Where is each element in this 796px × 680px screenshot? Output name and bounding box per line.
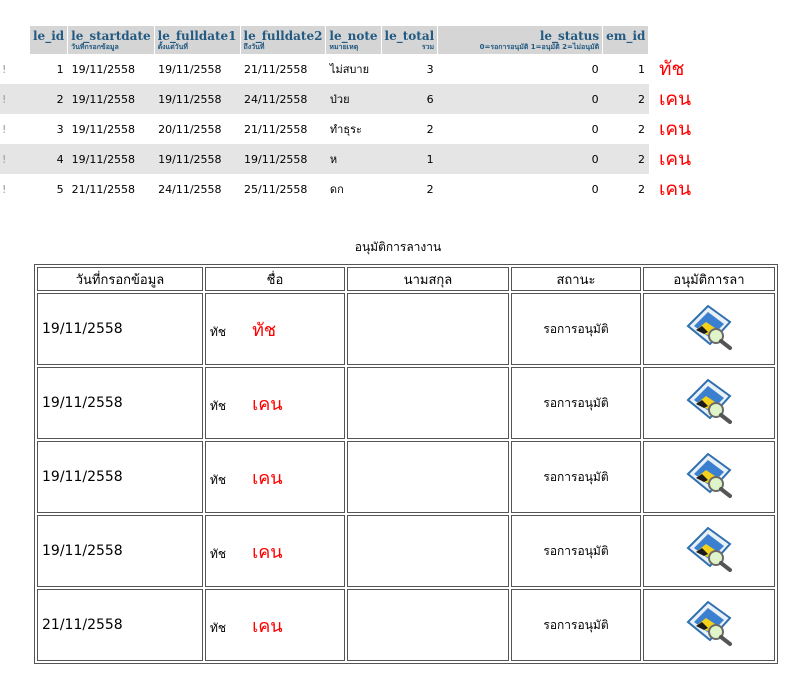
cell-em-id: 2: [603, 84, 649, 114]
cell-total: 6: [381, 84, 438, 114]
cell-fulldate2: 24/11/2558: [240, 84, 326, 114]
cell-startdate: 19/11/2558: [68, 84, 154, 114]
first-name: ทัช: [210, 546, 227, 561]
approval-row: [37, 515, 775, 587]
column-header-le-status[interactable]: [438, 26, 603, 54]
column-header-sub: 0=รอการอนุมัติ 1=อนุมัติ 2=ไม่อนุมัติ: [479, 43, 600, 51]
leave-approval-table: [34, 264, 778, 664]
row-marker: !: [0, 114, 30, 144]
cell-le-id: 3: [30, 114, 68, 144]
employee-name-label: ทัช: [252, 319, 277, 341]
cell-fulldate2: 19/11/2558: [240, 144, 326, 174]
approve-leave-icon[interactable]: [682, 598, 736, 648]
cell-em-id: 2: [603, 144, 649, 174]
cell-note: ป่วย: [326, 84, 381, 114]
cell-approve: [643, 441, 775, 513]
cell-date: 19/11/2558: [37, 367, 203, 439]
column-header-label[interactable]: le_fulldate2: [243, 29, 323, 43]
cell-fulldate1: 19/11/2558: [154, 84, 240, 114]
cell-fulldate2: 25/11/2558: [240, 174, 326, 204]
employee-name-label: เคน: [252, 615, 283, 637]
cell-status: รอการอนุมัติ: [511, 367, 641, 439]
approval-header-row: [37, 267, 775, 291]
column-header-sub: วันที่กรอกข้อมูล: [71, 43, 119, 51]
cell-approve: [643, 367, 775, 439]
cell-le-id: 1: [30, 54, 68, 84]
row-marker: !: [0, 144, 30, 174]
cell-em-id: 1: [603, 54, 649, 84]
row-marker: !: [0, 174, 30, 204]
first-name: ทัช: [210, 398, 227, 413]
column-header-sub: รวม: [421, 43, 435, 51]
cell-le-id: 4: [30, 144, 68, 174]
approve-leave-icon[interactable]: [682, 376, 736, 426]
column-header-label[interactable]: em_id: [606, 29, 646, 43]
header-first-name: ชื่อ: [205, 267, 345, 291]
cell-approve: [643, 589, 775, 661]
cell-total: 1: [381, 144, 438, 174]
cell-date: 21/11/2558: [37, 589, 203, 661]
cell-startdate: 21/11/2558: [68, 174, 154, 204]
cell-last-name: [347, 441, 509, 513]
cell-total: 2: [381, 114, 438, 144]
cell-fulldate1: 24/11/2558: [154, 174, 240, 204]
column-header-label[interactable]: le_total: [384, 29, 435, 43]
employee-name-label: เคน: [649, 114, 716, 144]
column-header-sub: หมายเหตุ: [329, 43, 359, 51]
column-header-sub: ตั้งแต่วันที่: [157, 43, 188, 51]
cell-note: ทำธุระ: [326, 114, 381, 144]
cell-fulldate1: 19/11/2558: [154, 54, 240, 84]
header-last-name: นามสกุล: [347, 267, 509, 291]
cell-approve: [643, 293, 775, 365]
column-header-label[interactable]: le_fulldate1: [157, 29, 237, 43]
cell-total: 3: [381, 54, 438, 84]
table-row: [0, 54, 715, 84]
cell-le-id: 2: [30, 84, 68, 114]
column-header-le-fulldate1[interactable]: [154, 26, 240, 54]
header-spacer: [0, 26, 30, 54]
cell-date: 19/11/2558: [37, 515, 203, 587]
cell-fulldate1: 19/11/2558: [154, 144, 240, 174]
column-header-le-id[interactable]: [30, 26, 68, 54]
header-spacer: [649, 26, 716, 54]
cell-note: ไม่สบาย: [326, 54, 381, 84]
table-row: [0, 84, 715, 114]
cell-status: 0: [438, 114, 603, 144]
first-name: ทัช: [210, 472, 227, 487]
cell-status: รอการอนุมัติ: [511, 293, 641, 365]
cell-fulldate2: 21/11/2558: [240, 54, 326, 84]
employee-name-label: ทัช: [649, 54, 716, 84]
approve-leave-icon[interactable]: [682, 450, 736, 500]
column-header-sub: ถึงวันที่: [243, 43, 265, 51]
column-header-em-id[interactable]: [603, 26, 649, 54]
table-header-row: [0, 26, 715, 54]
cell-status: 0: [438, 84, 603, 114]
column-header-label[interactable]: le_note: [329, 29, 378, 43]
cell-startdate: 19/11/2558: [68, 54, 154, 84]
cell-name: [205, 515, 345, 587]
cell-last-name: [347, 293, 509, 365]
leave-records-table: [0, 26, 715, 204]
cell-note: ดก: [326, 174, 381, 204]
cell-date: 19/11/2558: [37, 293, 203, 365]
approval-row: [37, 367, 775, 439]
approval-row: [37, 441, 775, 513]
cell-total: 2: [381, 174, 438, 204]
approve-leave-icon[interactable]: [682, 524, 736, 574]
column-header-le-total[interactable]: [381, 26, 438, 54]
cell-name: [205, 367, 345, 439]
column-header-label[interactable]: le_status: [539, 29, 600, 43]
cell-fulldate2: 21/11/2558: [240, 114, 326, 144]
cell-fulldate1: 20/11/2558: [154, 114, 240, 144]
cell-status: รอการอนุมัติ: [511, 589, 641, 661]
first-name: ทัช: [210, 324, 227, 339]
header-date: วันที่กรอกข้อมูล: [37, 267, 203, 291]
first-name: ทัช: [210, 620, 227, 635]
cell-name: [205, 293, 345, 365]
row-marker: !: [0, 54, 30, 84]
approval-row: [37, 293, 775, 365]
header-approve: อนุมัติการลา: [643, 267, 775, 291]
employee-name-label: เคน: [649, 144, 716, 174]
table-row: [0, 174, 715, 204]
employee-name-label: เคน: [252, 393, 283, 415]
cell-name: [205, 441, 345, 513]
section-title: อนุมัติการลางาน: [354, 240, 442, 254]
cell-approve: [643, 515, 775, 587]
cell-date: 19/11/2558: [37, 441, 203, 513]
header-status: สถานะ: [511, 267, 641, 291]
column-header-le-startdate[interactable]: [68, 26, 154, 54]
cell-last-name: [347, 367, 509, 439]
cell-last-name: [347, 589, 509, 661]
employee-name-label: เคน: [649, 174, 716, 204]
row-marker: !: [0, 84, 30, 114]
cell-le-id: 5: [30, 174, 68, 204]
cell-em-id: 2: [603, 174, 649, 204]
cell-em-id: 2: [603, 114, 649, 144]
column-header-label[interactable]: le_id: [33, 29, 65, 43]
cell-status: รอการอนุมัติ: [511, 441, 641, 513]
cell-status: 0: [438, 54, 603, 84]
column-header-label[interactable]: le_startdate: [71, 29, 151, 43]
cell-note: ห: [326, 144, 381, 174]
approval-row: [37, 589, 775, 661]
cell-last-name: [347, 515, 509, 587]
approve-leave-icon[interactable]: [682, 302, 736, 352]
cell-startdate: 19/11/2558: [68, 114, 154, 144]
employee-name-label: เคน: [252, 541, 283, 563]
cell-startdate: 19/11/2558: [68, 144, 154, 174]
cell-status: 0: [438, 144, 603, 174]
cell-status: รอการอนุมัติ: [511, 515, 641, 587]
cell-status: 0: [438, 174, 603, 204]
table-row: [0, 114, 715, 144]
column-header-le-note[interactable]: [326, 26, 381, 54]
cell-name: [205, 589, 345, 661]
column-header-le-fulldate2[interactable]: [240, 26, 326, 54]
employee-name-label: เคน: [649, 84, 716, 114]
table-row: [0, 144, 715, 174]
employee-name-label: เคน: [252, 467, 283, 489]
